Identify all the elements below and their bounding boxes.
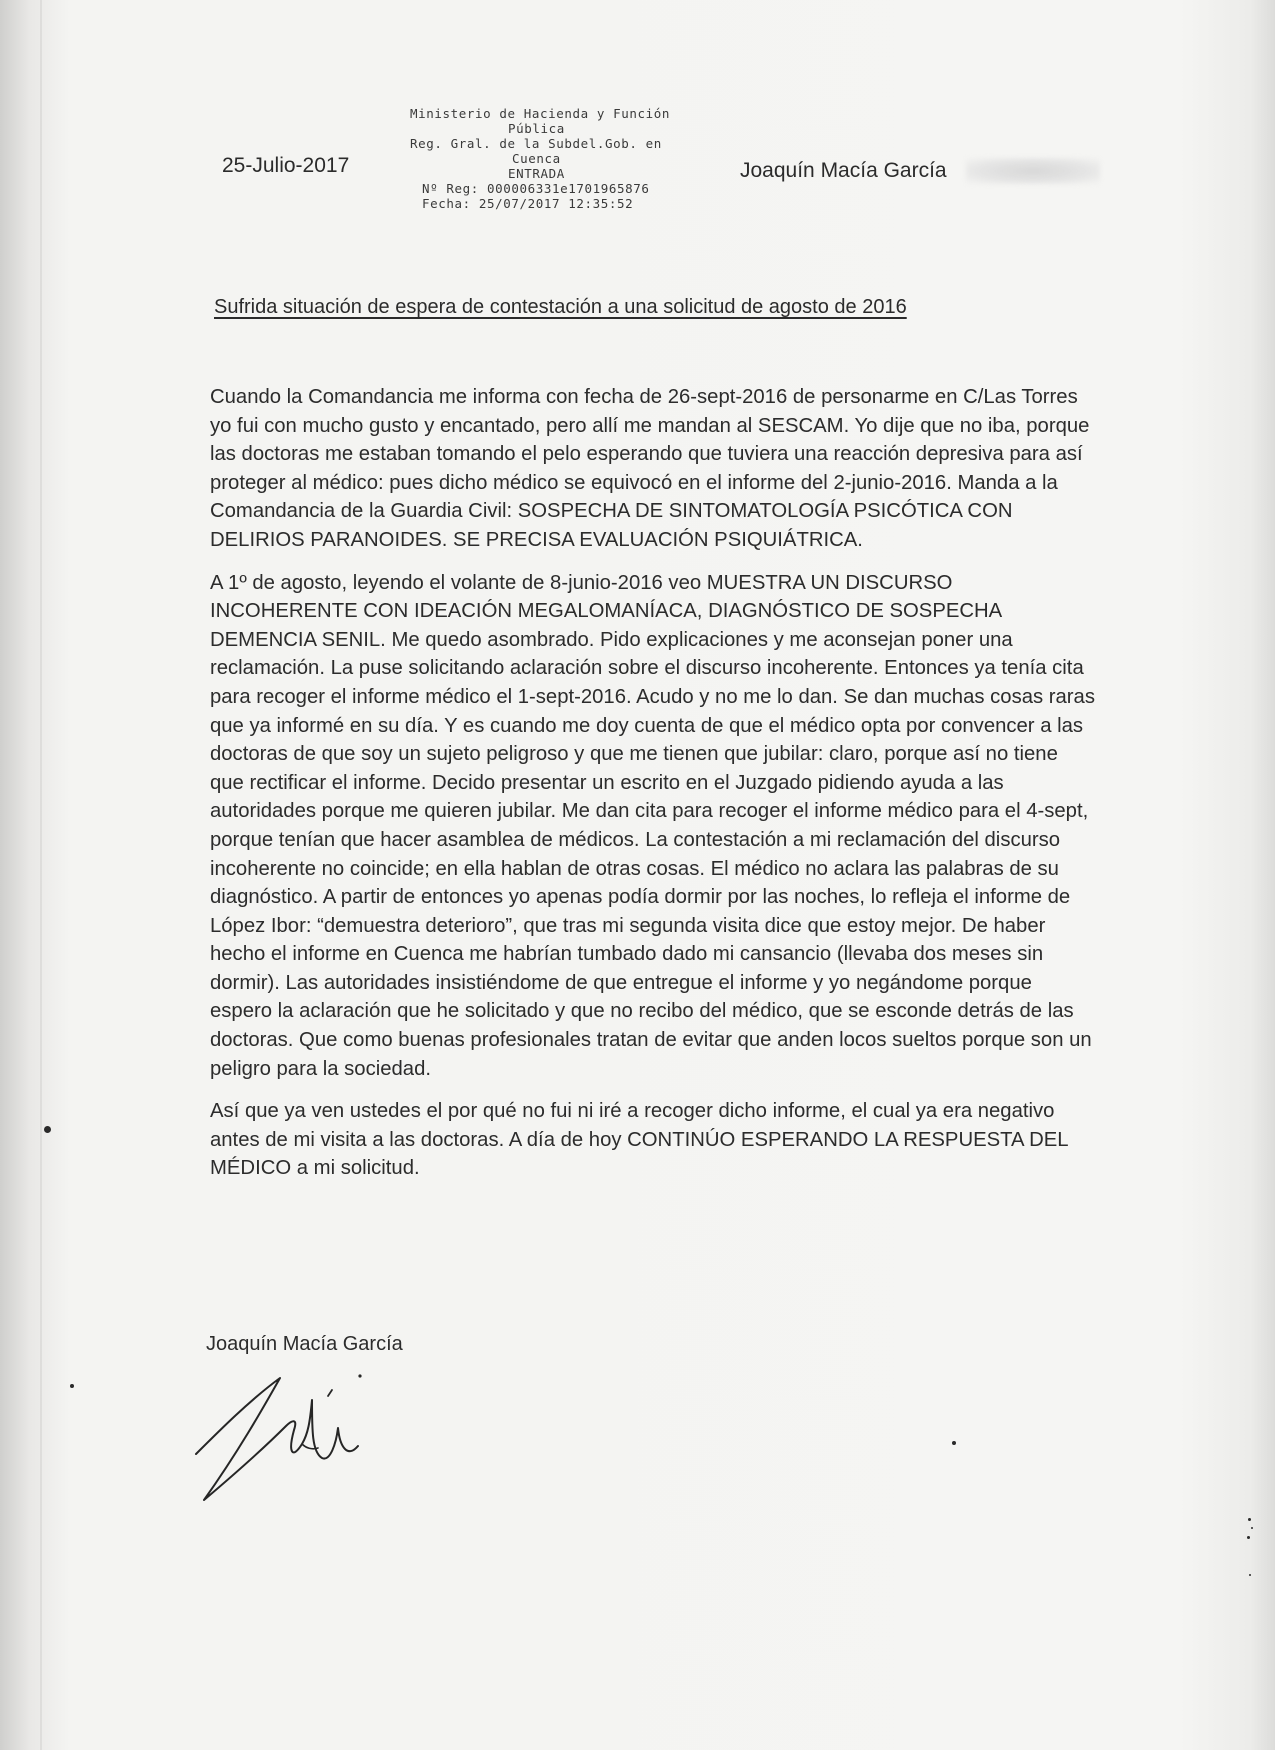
- stamp-line-ministry: Ministerio de Hacienda y Función: [410, 106, 671, 121]
- body-paragraph-2: A 1º de agosto, leyendo el volante de 8-junio-2016 veo MUESTRA UN DISCURSO INCOHERENTE CON IDEACIÓN MEGALOMANÍACA, DIAGNÓSTICO DE SOSPECHA DEMENCIA SENIL. Me quedo asombrado. Pido explicaciones y me aconsejan poner una reclamación. La puse solicitando aclaración sobre el discurso incoherente. Entonces ya tenía cita para recoger el informe médico el 1-sept-2016. Acudo y no me lo dan. Se dan muchas cosas raras que ya informé en su día. Y es cuando me doy cuenta de que el médico opta por convencer a las doctoras de que soy un sujeto peligroso y que me tienen que jubilar: claro, porque así no tiene que rectificar el informe. Decido presentar un escrito en el Juzgado pidiendo ayuda a las autoridades porque me quieren jubilar. Me dan cita para recoger el informe médico para el 4-sept, porque tenían que hacer asamblea de médicos. La contestación a mi reclamación del discurso incoherente no coincide; en ella hablan de otras cosas. El médico no aclara las palabras de su diagnóstico. A partir de entonces yo apenas podía dormir por las noches, lo refleja el informe de López Ibor: “demuestra deterioro”, que tras mi segunda visita dice que estoy mejor. De haber hecho el informe en Cuenca me habrían tumbado dado mi cansancio (llevaba dos meses sin dormir). Las autoridades insistiéndome de que entregue el informe y yo negándome porque espero la aclaración que he solicitado y que no recibo del médico, que se esconde detrás de las doctoras. Que como buenas profesionales tratan de evitar que anden locos sueltos porque son un peligro para la sociedad.: [210, 571, 1095, 1080]
- letter-subject: Sufrida situación de espera de contestación a una solicitud de agosto de 2016: [214, 296, 907, 318]
- body-paragraph-1: Cuando la Comandancia me informa con fecha de 26-sept-2016 de personarme en C/Las Torres yo fui con mucho gusto y encantado, pero allí me mandan al SESCAM. Yo dije que no iba, porque las doctoras me estaban tomando el pelo esperando que tuviera una reacción depresiva para así proteger al médico: pues dicho médico se equivocó en el informe del 2-junio-2016. Manda a la Comandancia de la Guardia Civil: SOSPECHA DE SINTOMATOLOGÍA PSICÓTICA CON DELIRIOS PARANOIDES. SE PRECISA EVALUACIÓN PSIQUIÁTRICA.: [210, 386, 1090, 551]
- stamp-line-entrada: ENTRADA: [508, 166, 565, 181]
- stamp-line-city: Cuenca: [512, 151, 561, 166]
- scan-speck: [952, 1441, 956, 1445]
- redacted-id-blur: [966, 158, 1100, 184]
- closing-signatory-name: Joaquín Macía García: [206, 1333, 403, 1355]
- scan-speck: [1249, 1574, 1251, 1576]
- scan-edge-shadow: [40, 0, 42, 1750]
- stamp-line-reg-number: Nº Reg: 000006331e1701965876: [422, 181, 650, 196]
- stamp-line-datetime: Fecha: 25/07/2017 12:35:52: [422, 196, 634, 211]
- registry-entry-stamp: [392, 106, 712, 211]
- scan-speck: [1247, 1536, 1250, 1539]
- scan-speck: [70, 1384, 74, 1388]
- letter-date: 25-Julio-2017: [222, 154, 350, 177]
- body-paragraph-3: Así que ya ven ustedes el por qué no fui ni iré a recoger dicho informe, el cual ya era negativo antes de mi visita a las doctoras. A día de hoy CONTINÚO ESPERANDO LA RESPUESTA DEL MÉDICO a mi solicitud.: [210, 1100, 1068, 1180]
- letter-body: [210, 383, 1096, 1197]
- sender-name: Joaquín Macía García: [740, 159, 947, 182]
- stamp-line-publica: Pública: [508, 121, 565, 136]
- scan-speck: [1251, 1527, 1253, 1529]
- scan-speck: [1248, 1518, 1251, 1521]
- handwritten-signature: [190, 1360, 410, 1510]
- stamp-line-registry: Reg. Gral. de la Subdel.Gob. en: [410, 136, 662, 151]
- scan-speck: [44, 1126, 51, 1133]
